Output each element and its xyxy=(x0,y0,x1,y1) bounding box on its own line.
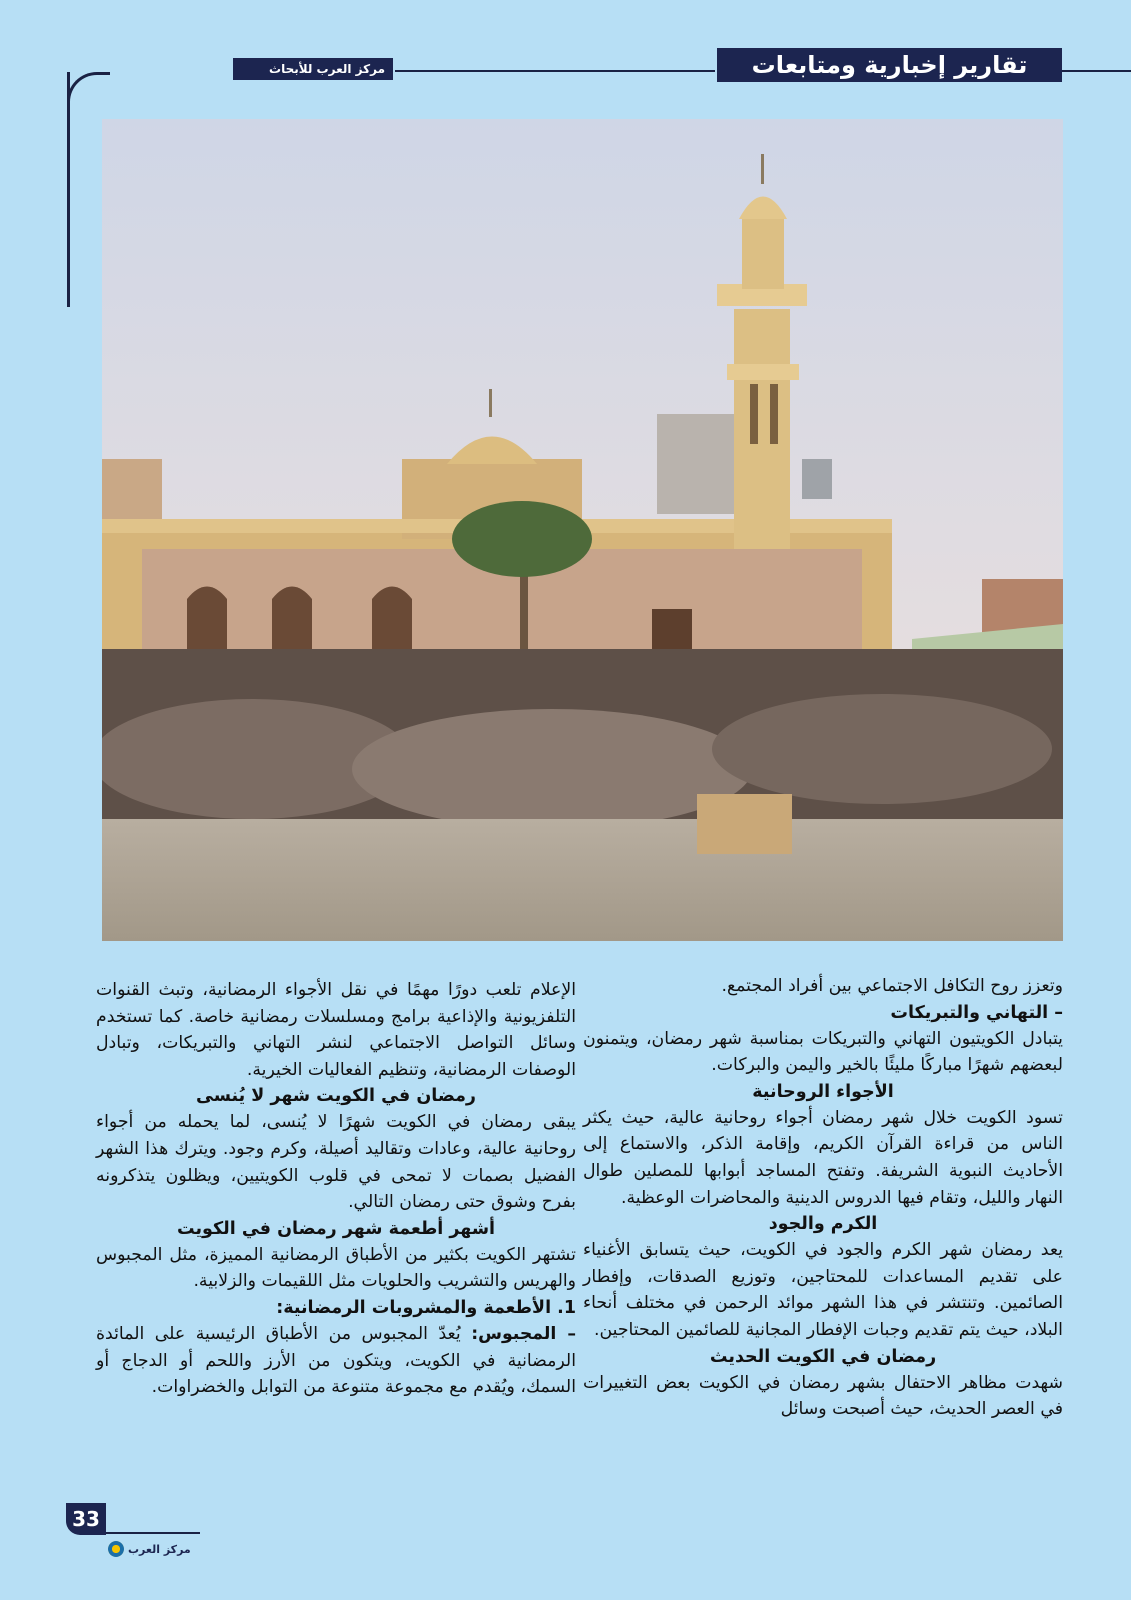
section-title: تقارير إخبارية ومتابعات xyxy=(717,48,1062,82)
article-subheading: رمضان في الكويت شهر لا يُنسى xyxy=(195,1086,476,1107)
article-paragraph: يعد رمضان شهر الكرم والجود في الكويت، حيث يتسابق الأغنياء على تقديم المساعدات للمحتاجين، وتوزيع الصدقات، وإفطار الصائمين. وتنتشر في هذا الشهر موائد الرحمن في مختلف أنحاء البلاد، حيث يتم تقديم وجبات الإفطار المجانية للصائمين المحتاجين. xyxy=(583,1240,1063,1340)
publisher-label: مركز العرب للأبحاث xyxy=(233,58,393,80)
frame-horizontal-line-right xyxy=(1062,70,1131,72)
page-number: 33 xyxy=(66,1503,106,1535)
article-subheading: الكرم والجود xyxy=(768,1214,878,1235)
article-subheading: الأجواء الروحانية xyxy=(752,1081,894,1102)
footer-logo-text: مركز العرب xyxy=(128,1542,191,1556)
article-subheading: أشهر أطعمة شهر رمضان في الكويت xyxy=(176,1218,496,1239)
article-term: – المجبوس: xyxy=(471,1323,576,1344)
mosque-ramadan-iftar-photo xyxy=(102,119,1063,941)
article-subheading: رمضان في الكويت الحديث xyxy=(709,1346,937,1367)
article-paragraph: وتعزز روح التكافل الاجتماعي بين أفراد المجتمع. xyxy=(721,976,1063,996)
photo-illustration xyxy=(102,119,1063,941)
article-paragraph: – المجبوس: يُعدّ المجبوس من الأطباق الرئيسية على المائدة الرمضانية في الكويت، ويتكون من الأرز واللحم أو الدجاج أو السمك، ويُقدم مع مجموعة متنوعة من التوابل والخضراوات. xyxy=(96,1323,576,1398)
footer-logo xyxy=(108,1541,191,1557)
article-subheading: 1. الأطعمة والمشروبات الرمضانية: xyxy=(276,1297,576,1318)
article-paragraph: شهدت مظاهر الاحتفال بشهر رمضان في الكويت بعض التغييرات في العصر الحديث، حيث أصبحت وسائل xyxy=(583,1372,1063,1420)
article-left-column xyxy=(96,977,576,1401)
article-paragraph: يتبادل الكويتيون التهاني والتبريكات بمناسبة شهر رمضان، ويتمنون لبعضهم شهرًا مباركًا مليئًا بالخير واليمن والبركات. xyxy=(583,1028,1063,1076)
frame-horizontal-line xyxy=(395,70,715,72)
article-right-column xyxy=(583,973,1063,1423)
article-paragraph: الإعلام تلعب دورًا مهمًا في نقل الأجواء الرمضانية، وتبث القنوات التلفزيونية والإذاعية برامج ومسلسلات رمضانية خاصة. كما تستخدم وسائل التواصل الاجتماعي لنشر التهاني والتبريكات، وتبادل الوصفات الرمضانية، وتنظيم الفعاليات الخيرية. xyxy=(96,980,576,1080)
article-paragraph: تسود الكويت خلال شهر رمضان أجواء روحانية عالية، حيث يكثر الناس من قراءة القرآن الكريم، وإقامة الذكر، والاستماع إلى الأحاديث النبوية الشريفة. وتفتح المساجد أبوابها للمصلين طوال النهار والليل، وتقام فيها الدروس الدينية والمحاضرات الوعظية. xyxy=(583,1107,1063,1208)
logo-emblem-icon xyxy=(108,1541,124,1557)
frame-vertical-line xyxy=(67,72,70,307)
article-paragraph: يبقى رمضان في الكويت شهرًا لا يُنسى، لما يحمله من أجواء روحانية عالية، وعادات وتقاليد أصيلة، وكرم وجود. ويترك هذا الشهر الفضيل بصمات لا تمحى في قلوب الكويتيين، ويظلون يتذكرونه بفرح وشوق حتى رمضان التالي. xyxy=(96,1112,576,1213)
article-paragraph: تشتهر الكويت بكثير من الأطباق الرمضانية المميزة، مثل المجبوس والهريس والتشريب والحلويات مثل اللقيمات والزلابية. xyxy=(96,1244,576,1292)
footer-divider xyxy=(106,1532,200,1534)
article-subheading: – التهاني والتبريكات xyxy=(890,1002,1063,1023)
frame-corner-decoration xyxy=(67,72,110,115)
